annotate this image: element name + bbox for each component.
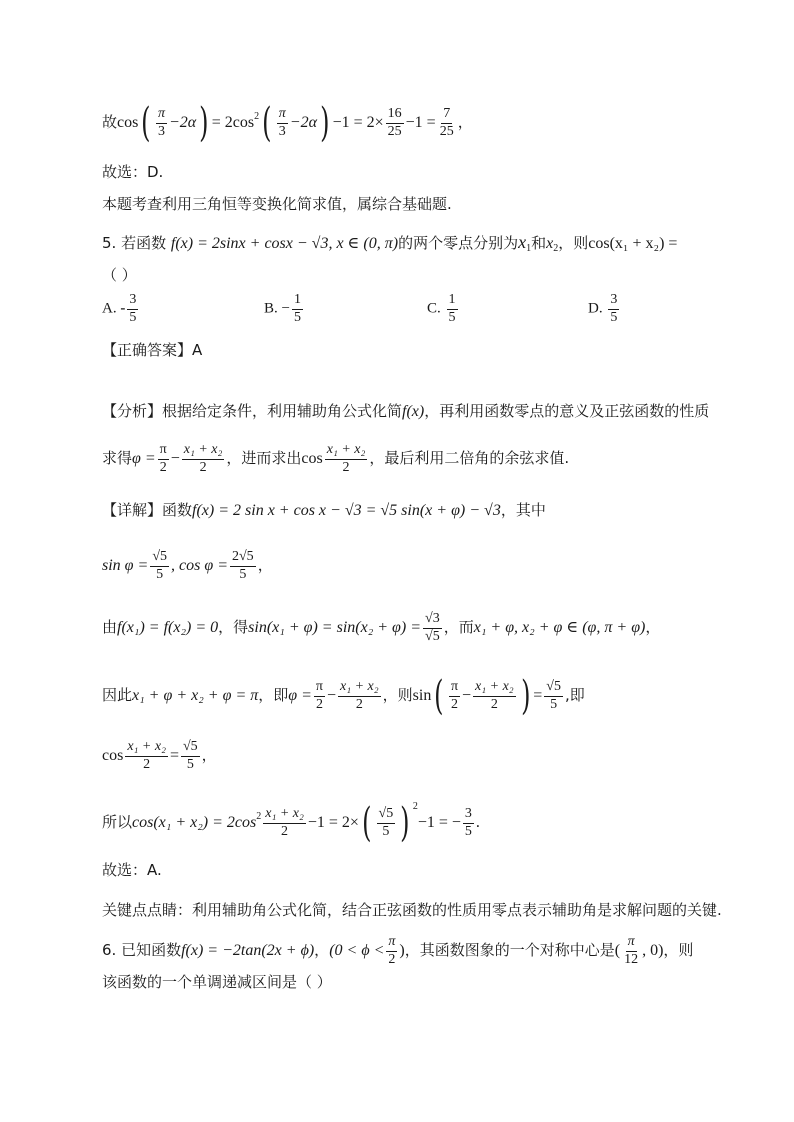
math: φ = (288, 687, 312, 704)
numerator: 3 (127, 293, 138, 310)
denominator: 2 (342, 459, 350, 475)
fraction (127, 293, 138, 325)
fraction (544, 680, 563, 712)
fraction (463, 807, 474, 839)
fraction (181, 740, 200, 772)
denominator: 2 (450, 696, 458, 712)
paren: ) (320, 100, 330, 146)
numerator: x₁ + x₂ (325, 443, 368, 460)
numerator: 16 (386, 107, 404, 124)
numerator: √5 (150, 550, 169, 567)
denominator: 5 (239, 566, 247, 582)
math: (0 < ϕ < (329, 942, 385, 960)
option-a (102, 293, 140, 325)
denominator: 5 (156, 566, 164, 582)
text: 所以 (102, 813, 133, 831)
detail-line-6 (102, 800, 480, 846)
math: , 0) (642, 942, 664, 960)
math: = (533, 687, 543, 704)
math: sin φ = (102, 557, 149, 575)
denominator: 2 (159, 459, 167, 475)
text: 6. 已知函数 (102, 941, 182, 960)
text: ， (645, 618, 661, 637)
denominator: √5 (425, 628, 440, 644)
denominator: 5 (464, 823, 472, 839)
fraction (608, 293, 619, 325)
math: cos(x₁ + x₂) = (588, 235, 678, 252)
paren: ) (400, 800, 410, 846)
numerator: √5 (544, 680, 563, 697)
numerator: 3 (608, 293, 619, 310)
paren: ( (262, 100, 272, 146)
fraction (386, 935, 397, 967)
question-5-stem (102, 233, 677, 254)
text: ，再利用函数零点的意义及正弦函数的性质 (424, 402, 710, 420)
text: ，其函数图象的一个对称中心是 (404, 941, 615, 960)
text: 【详解】函数 (102, 501, 193, 519)
denominator: 2 (490, 696, 498, 712)
sign: - (120, 300, 126, 317)
math: cos (117, 114, 139, 131)
fraction (449, 680, 460, 712)
math: φ = (132, 450, 156, 468)
text: 由 (102, 618, 118, 637)
denominator: 3 (157, 123, 165, 139)
paren: ( (141, 100, 151, 146)
numerator: √5 (377, 807, 396, 824)
math: −1 = (405, 114, 436, 131)
superscript: 2 (254, 111, 260, 122)
math: sin (412, 687, 432, 704)
math: , cos φ = (171, 557, 228, 575)
paren: ) (199, 100, 209, 146)
detail-line-1 (102, 503, 546, 519)
correct-answer: 【正确答案】A (102, 341, 203, 359)
math: f(x) = −2tan(2x + ϕ) (181, 942, 315, 960)
fraction (338, 680, 381, 712)
math: f(x₁) = f(x₂) = 0 (117, 619, 219, 637)
option-label: C. (427, 300, 441, 317)
detail-line-4 (102, 673, 585, 719)
denominator: 25 (439, 123, 454, 139)
denominator: 2 (388, 951, 396, 967)
question-5-paren: （ ） (102, 266, 137, 284)
option-label: A. (102, 300, 117, 317)
text: 【分析】根据给定条件，利用辅助角公式化简 (102, 402, 403, 420)
option-c (427, 293, 460, 325)
fraction (423, 612, 442, 644)
math: f(x) = 2sinx + cosx − √3, x ∈ (0, π) (170, 235, 399, 252)
fraction (150, 550, 169, 582)
math: −2α (168, 114, 197, 131)
fraction (156, 107, 167, 139)
numerator: π (626, 935, 637, 952)
choose-a: 故选：A. (102, 861, 162, 879)
text: ，得 (218, 618, 249, 637)
text: ，即 (258, 686, 289, 704)
fraction (386, 107, 404, 139)
subscript: 2 (553, 243, 559, 254)
math: f(x) (402, 403, 425, 420)
numerator: 1 (292, 293, 303, 310)
derivation-line-1 (102, 100, 473, 146)
denominator: 3 (278, 123, 286, 139)
denominator: 25 (387, 123, 402, 139)
superscript: 2 (412, 801, 418, 812)
text: 和 (531, 234, 547, 252)
numerator: x₁ + x₂ (182, 443, 225, 460)
math: ) (399, 942, 405, 960)
denominator: 5 (610, 309, 618, 325)
text: ，其中 (500, 501, 546, 519)
fraction (277, 107, 288, 139)
numerator: √5 (181, 740, 200, 757)
numerator: x₁ + x₂ (473, 680, 516, 697)
math: f(x) = 2 sin x + cos x − √3 = √5 sin(x + φ) − √3 (192, 502, 501, 519)
denominator: 12 (624, 951, 639, 967)
math: . (475, 814, 480, 831)
denominator: 5 (550, 696, 558, 712)
denominator: 5 (129, 309, 137, 325)
text: 5. 若函数 (102, 234, 167, 252)
text: ， (314, 941, 330, 960)
numerator: x₁ + x₂ (338, 680, 381, 697)
denominator: 2 (281, 823, 289, 839)
math: cos(x₁ + x₂) = 2cos (132, 814, 257, 831)
math: −1 = 2× (307, 814, 359, 831)
option-label: D. (588, 300, 603, 317)
math: cos (301, 450, 323, 468)
paren: ) (520, 673, 531, 719)
numerator: 3 (463, 807, 474, 824)
fraction (447, 293, 458, 325)
text: ，而 (443, 618, 474, 637)
key-point: 关键点点睛：利用辅助角公式化简，结合正弦函数的性质用零点表示辅助角是求解问题的关键. (102, 901, 722, 919)
sign: − (281, 300, 290, 317)
text: ， (201, 746, 217, 765)
math: x (546, 235, 554, 252)
denominator: 2 (199, 459, 207, 475)
numerator: 2√5 (230, 550, 256, 567)
denominator: 2 (355, 696, 363, 712)
detail-line-5 (102, 740, 217, 772)
numerator: √3 (423, 612, 442, 629)
numerator: x₁ + x₂ (263, 807, 306, 824)
option-label: B. (264, 300, 278, 317)
numerator: x₁ + x₂ (125, 740, 168, 757)
math: = (169, 747, 179, 765)
math: sin(x₁ + φ) = sin(x₂ + φ) = (248, 619, 422, 637)
text: ，则 (382, 686, 413, 704)
numerator: π (158, 443, 169, 460)
math: cos (102, 747, 124, 765)
text: 因此 (102, 686, 133, 704)
denominator: 5 (186, 756, 194, 772)
text: ，进而求出 (226, 449, 302, 468)
denominator: 2 (143, 756, 151, 772)
math: − (170, 450, 180, 468)
denominator: 2 (315, 696, 323, 712)
text: 故 (102, 113, 118, 131)
math: − (327, 687, 337, 704)
numerator: π (386, 935, 397, 952)
math: −1 = − (417, 814, 461, 831)
choose-d: 故选：D. (102, 163, 164, 181)
math: −1 = 2× (332, 114, 384, 131)
fraction (622, 935, 640, 967)
numerator: π (277, 107, 288, 124)
fraction (473, 680, 516, 712)
paren: ( (434, 673, 444, 719)
text: 求得 (102, 449, 133, 468)
math: − (462, 687, 472, 704)
numerator: 7 (441, 107, 452, 124)
math: x (518, 232, 527, 252)
summary-line: 本题考查利用三角恒等变换化简求值，属综合基础题. (102, 195, 452, 213)
question-6-line-2: 该函数的一个单调递减区间是（ ） (102, 973, 332, 991)
question-6-line-1 (102, 935, 693, 967)
math: = 2cos (211, 114, 255, 131)
fraction (292, 293, 303, 325)
analysis-line-2 (102, 443, 569, 475)
fraction (230, 550, 256, 582)
math: −2α (289, 114, 317, 131)
numerator: π (314, 680, 325, 697)
denominator: 5 (448, 309, 456, 325)
detail-line-3 (102, 612, 660, 644)
superscript: 2 (256, 811, 262, 822)
fraction (314, 680, 325, 712)
numerator: 1 (447, 293, 458, 310)
fraction (125, 740, 168, 772)
text: ，则 (558, 234, 589, 252)
detail-line-2 (102, 550, 273, 582)
paren: ( (362, 800, 372, 846)
fraction (158, 443, 169, 475)
text: ,即 (564, 686, 585, 704)
denominator: 5 (382, 823, 390, 839)
math: ( (614, 942, 621, 960)
denominator: 5 (293, 309, 301, 325)
fraction (438, 107, 456, 139)
text: ， (257, 556, 273, 575)
option-d (588, 293, 621, 325)
subscript: 1 (526, 243, 532, 254)
fraction (182, 443, 225, 475)
text: ，最后利用二倍角的余弦求值. (369, 449, 570, 468)
text: ， (457, 113, 473, 131)
numerator: π (156, 107, 167, 124)
math: x₁ + φ + x₂ + φ = π (132, 687, 259, 704)
text: 的两个零点分别为 (398, 234, 519, 252)
fraction (325, 443, 368, 475)
numerator: π (449, 680, 460, 697)
fraction (377, 807, 396, 839)
analysis-line-1 (102, 404, 709, 420)
fraction (263, 807, 306, 839)
text: ，则 (663, 941, 694, 960)
math: x₁ + φ, x₂ + φ ∈ (φ, π + φ) (473, 619, 646, 637)
option-b (264, 293, 305, 325)
